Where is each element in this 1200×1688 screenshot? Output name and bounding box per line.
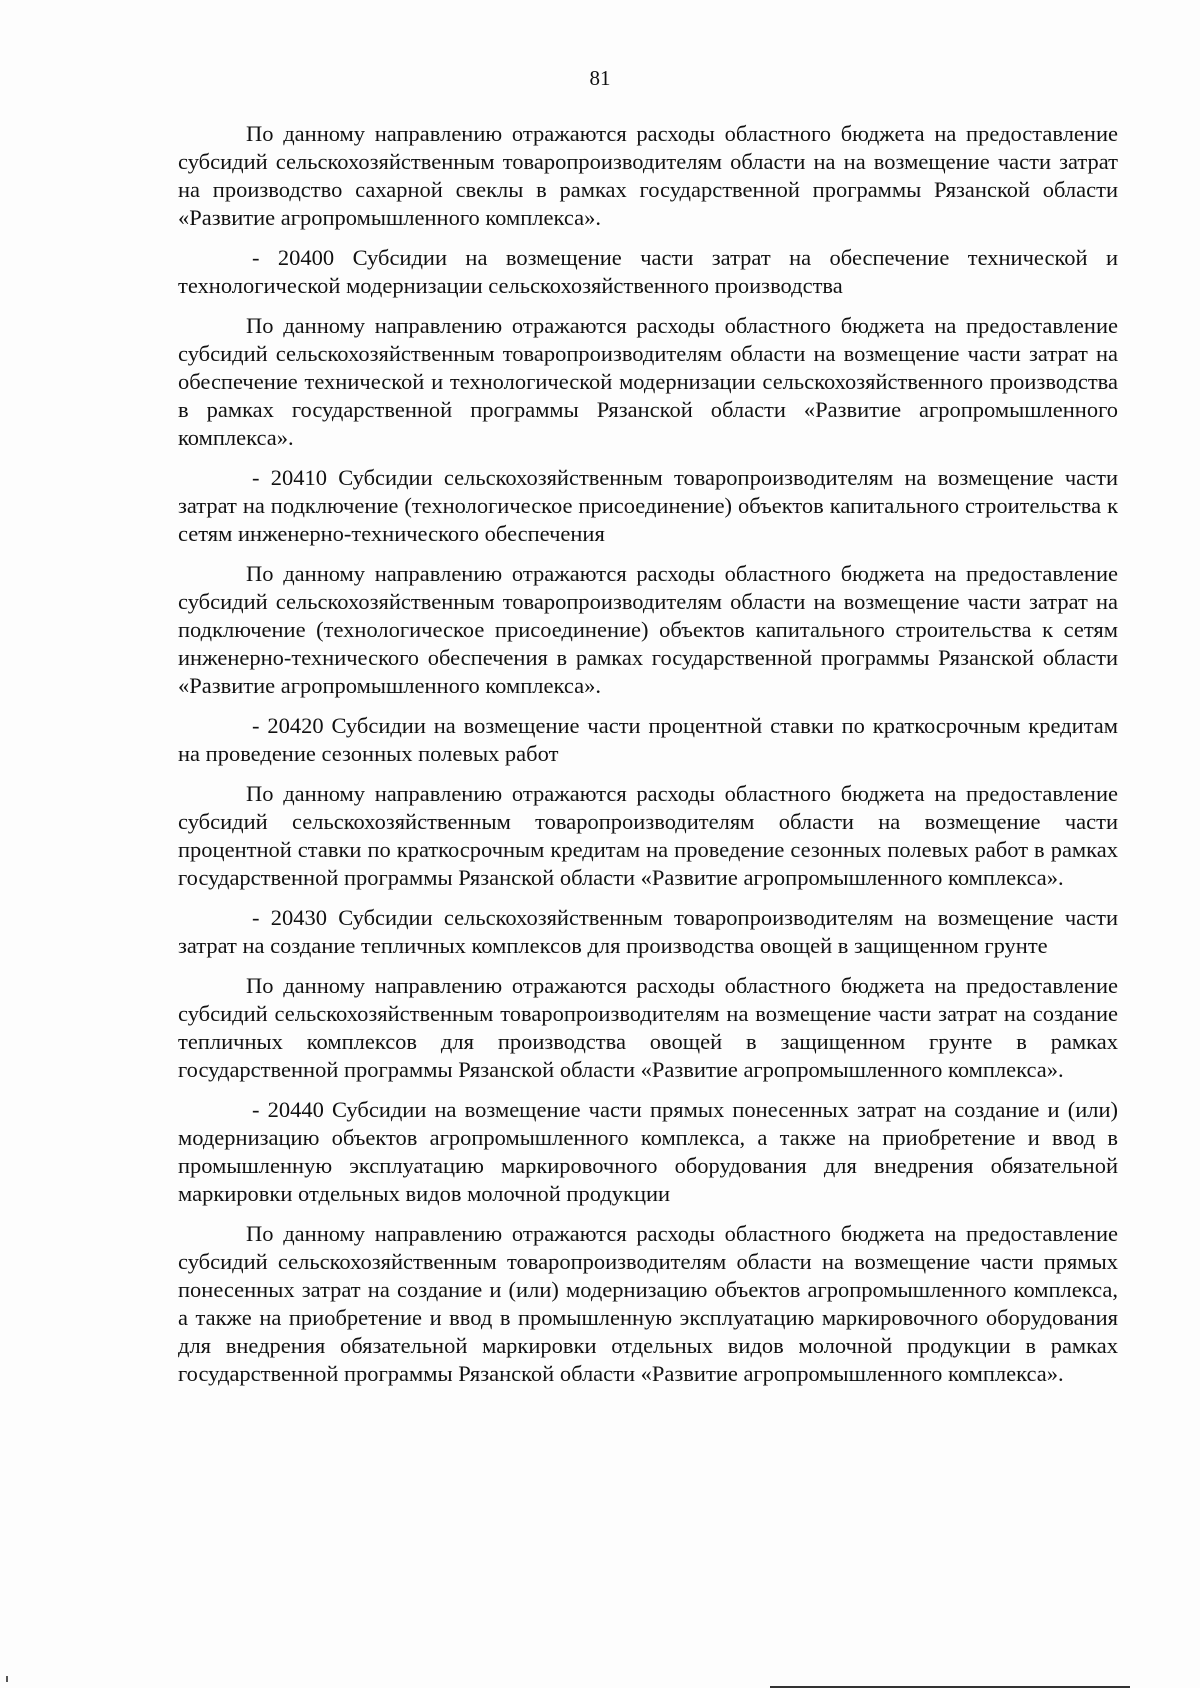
item-20420-heading: - 20420 Субсидии на возмещение части процентной ставки по краткосрочным кредитам на проведение сезонных полевых работ bbox=[178, 713, 1118, 766]
document-body bbox=[178, 120, 1118, 1400]
paragraph-20420-description: По данному направлению отражаются расходы областного бюджета на предоставление субсидий сельскохозяйственным товаропроизводителям области на возмещение части процентной ставки по краткосрочным кредитам на проведение сезонных полевых работ в рамках государственной программы Рязанской области «Развитие агропромышленного комплекса». bbox=[178, 781, 1118, 890]
item-20440-heading: - 20440 Субсидии на возмещение части прямых понесенных затрат на создание и (или) модернизацию объектов агропромышленного комплекса, а также на приобретение и ввод в промышленную эксплуатацию маркировочного оборудования для внедрения обязательной маркировки отдельных видов молочной продукции bbox=[178, 1097, 1118, 1206]
paragraph-20430-description: По данному направлению отражаются расходы областного бюджета на предоставление субсидий сельскохозяйственным товаропроизводителям на возмещение части затрат на создание тепличных комплексов для производства овощей в защищенном грунте в рамках государственной программы Рязанской области «Развитие агропромышленного комплекса». bbox=[178, 973, 1118, 1082]
item-20410-heading: - 20410 Субсидии сельскохозяйственным товаропроизводителям на возмещение части затрат на подключение (технологическое присоединение) объектов капитального строительства к сетям инженерно-технического обеспечения bbox=[178, 465, 1118, 546]
paragraph-sugar-beet-description: По данному направлению отражаются расходы областного бюджета на предоставление субсидий сельскохозяйственным товаропроизводителям области на на возмещение части затрат на производство сахарной свеклы в рамках государственной программы Рязанской области «Развитие агропромышленного комплекса». bbox=[178, 121, 1118, 230]
scan-corner-mark bbox=[6, 1676, 8, 1682]
paragraph-20440-description: По данному направлению отражаются расходы областного бюджета на предоставление субсидий сельскохозяйственным товаропроизводителям области на возмещение части прямых понесенных затрат на создание и (или) модернизацию объектов агропромышленного комплекса, а также на приобретение и ввод в промышленную эксплуатацию маркировочного оборудования для внедрения обязательной маркировки отдельных видов молочной продукции в рамках государственной программы Рязанской области «Развитие агропромышленного комплекса». bbox=[178, 1221, 1118, 1386]
item-20430-heading: - 20430 Субсидии сельскохозяйственным товаропроизводителям на возмещение части затрат на создание тепличных комплексов для производства овощей в защищенном грунте bbox=[178, 905, 1118, 958]
item-20400-heading: - 20400 Субсидии на возмещение части затрат на обеспечение технической и технологической модернизации сельскохозяйственного производства bbox=[178, 245, 1118, 298]
paragraph-20410-description: По данному направлению отражаются расходы областного бюджета на предоставление субсидий сельскохозяйственным товаропроизводителям области на возмещение части затрат на подключение (технологическое присоединение) объектов капитального строительства к сетям инженерно-технического обеспечения в рамках государственной программы Рязанской области «Развитие агропромышленного комплекса». bbox=[178, 561, 1118, 698]
page-number: 81 bbox=[589, 66, 611, 90]
paragraph-20400-description: По данному направлению отражаются расходы областного бюджета на предоставление субсидий сельскохозяйственным товаропроизводителям области на возмещение части затрат на обеспечение технической и технологической модернизации сельскохозяйственного производства в рамках государственной программы Рязанской области «Развитие агропромышленного комплекса». bbox=[178, 313, 1118, 450]
